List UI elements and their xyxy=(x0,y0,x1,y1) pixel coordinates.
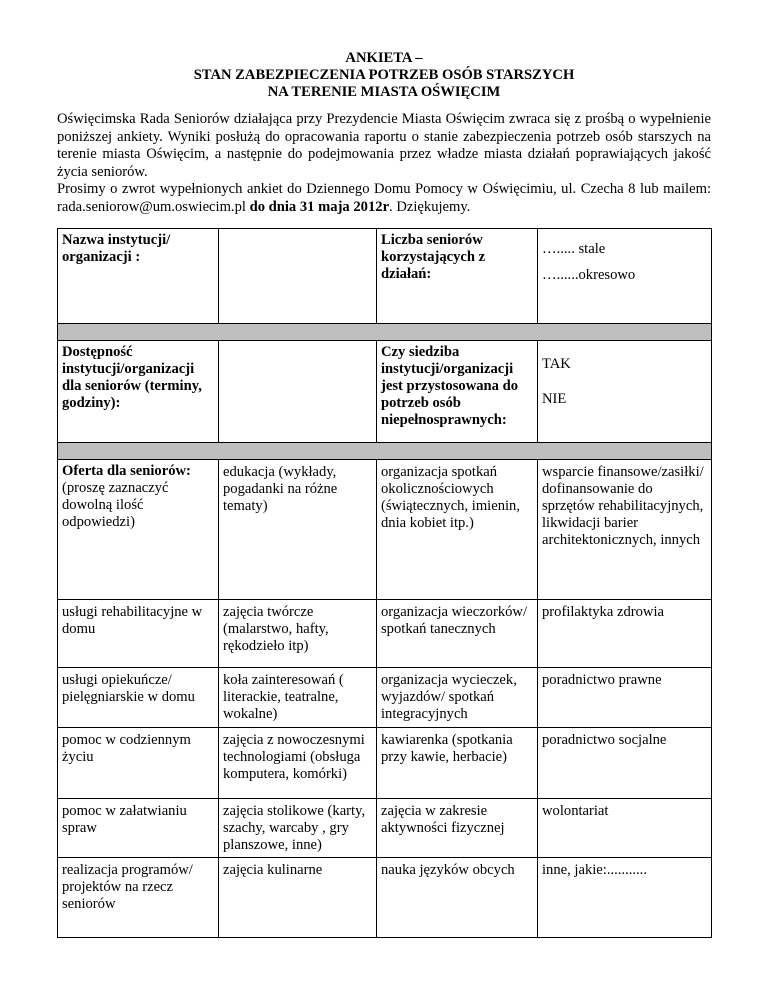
accessibility-question: Czy siedziba instytucji/organizacji jest przystosowana do potrzeb osób niepełnosprawnych: xyxy=(377,341,538,443)
offer-option-label: koła zainteresowań ( literackie, teatralne, wokalne) xyxy=(223,672,344,722)
offer-option[interactable] xyxy=(377,858,538,938)
offer-option-label: zajęcia z nowoczesnymi technologiami (obsługa komputera, komórki) xyxy=(223,732,365,782)
offer-label-cell xyxy=(58,460,219,600)
title-line-3: NA TERENIE MIASTA OŚWIĘCIM xyxy=(267,84,501,100)
intro-deadline: do dnia 31 maja 2012 xyxy=(249,198,383,215)
institution-name-label: Nazwa instytucji/ organizacji : xyxy=(58,229,219,324)
offer-row xyxy=(58,460,712,600)
offer-label: Oferta dla seniorów: xyxy=(62,463,191,479)
offer-option-label: wolontariat xyxy=(542,803,609,819)
offer-option[interactable] xyxy=(538,858,712,938)
offer-row xyxy=(58,600,712,668)
offer-option-label: nauka języków obcych xyxy=(381,862,515,878)
title-line-1: ANKIETA – xyxy=(345,50,423,66)
offer-option-label: organizacja wycieczek, wyjazdów/ spotkań integracyjnych xyxy=(381,672,517,722)
intro-paragraph-1: Oświęcimska Rada Seniorów działająca przy Prezydencie Miasta Oświęcim zwraca się z prośbą o wypełnienie poniższej ankiety. Wyniki posłużą do opracowania raportu o stanie zabezpieczenia potrzeb osób starszych na terenie miasta Oświęcim, a następnie do podejmowania przez władze miasta działań poprawiających jakość życia seniorów. xyxy=(57,111,711,180)
offer-option-label: zajęcia w zakresie aktywności fizycznej xyxy=(381,803,505,836)
availability-field[interactable] xyxy=(219,341,377,443)
offer-option-label: kawiarenka (spotkania przy kawie, herbacie) xyxy=(381,732,513,765)
offer-option-label: poradnictwo prawne xyxy=(542,672,662,688)
offer-option[interactable] xyxy=(538,799,712,858)
offer-option[interactable] xyxy=(58,668,219,728)
offer-option[interactable] xyxy=(219,600,377,668)
offer-option-label: poradnictwo socjalne xyxy=(542,732,667,748)
availability-label: Dostępność instytucji/organizacji dla seniorów (terminy, godziny): xyxy=(58,341,219,443)
survey-table xyxy=(57,228,712,938)
offer-option-label: zajęcia stolikowe (karty, szachy, warcaby , gry planszowe, inne) xyxy=(223,803,366,853)
offer-option[interactable] xyxy=(377,460,538,600)
offer-option-label: wsparcie finansowe/zasiłki/ dofinansowanie do sprzętów rehabilitacyjnych, likwidacji barier architektonicznych, innych xyxy=(542,464,704,548)
offer-row xyxy=(58,668,712,728)
accessibility-yes-option[interactable] xyxy=(542,355,707,373)
offer-option[interactable] xyxy=(377,600,538,668)
institution-name-field[interactable] xyxy=(219,229,377,324)
offer-option[interactable] xyxy=(377,728,538,799)
intro-p2-start: Prosimy o zwrot wypełnionych ankiet do Dziennego Domu Pomocy w Oświęcimiu, ul. Czecha 8 lub mailem: rada.seniorow@um.oswiecim.pl xyxy=(57,181,711,215)
offer-option[interactable] xyxy=(538,600,712,668)
intro-paragraph-2 xyxy=(57,181,711,216)
offer-option[interactable] xyxy=(219,728,377,799)
seniors-periodic[interactable]: …......okresowo xyxy=(542,267,636,283)
offer-option-label: organizacja spotkań okolicznościowych (świątecznych, imienin, dnia kobiet itp.) xyxy=(381,464,520,531)
separator-2 xyxy=(58,443,712,460)
offer-option[interactable] xyxy=(377,799,538,858)
intro-text xyxy=(57,111,711,217)
offer-option[interactable] xyxy=(538,460,712,600)
accessibility-no-option[interactable] xyxy=(542,390,707,408)
no-label: NIE xyxy=(542,391,567,407)
offer-option-label: usługi rehabilitacyjne w domu xyxy=(62,604,203,637)
offer-option-label: realizacja programów/ projektów na rzecz seniorów xyxy=(62,862,193,912)
offer-hint: (proszę zaznaczyć dowolną ilość odpowiedzi) xyxy=(62,480,169,530)
offer-option-label: zajęcia kulinarne xyxy=(223,862,323,878)
intro-deadline-r: r xyxy=(382,198,390,215)
offer-option-label: usługi opiekuńcze/ pielęgniarskie w domu xyxy=(62,672,195,705)
seniors-count-label: Liczba seniorów korzystających z działań: xyxy=(377,229,538,324)
offer-option[interactable] xyxy=(58,728,219,799)
seniors-count-field[interactable] xyxy=(538,229,712,324)
offer-option[interactable] xyxy=(219,460,377,600)
offer-row xyxy=(58,858,712,938)
form-title xyxy=(0,50,768,101)
offer-option[interactable] xyxy=(219,799,377,858)
offer-row xyxy=(58,728,712,799)
offer-option-label: pomoc w codziennym życiu xyxy=(62,732,191,765)
separator-1 xyxy=(58,324,712,341)
offer-option-label: organizacja wieczorków/ spotkań tanecznych xyxy=(381,604,528,637)
seniors-permanent[interactable]: …..... stale xyxy=(542,241,606,257)
title-line-2: STAN ZABEZPIECZENIA POTRZEB OSÓB STARSZYCH xyxy=(193,67,575,83)
offer-option[interactable] xyxy=(538,728,712,799)
institution-row xyxy=(58,229,712,324)
availability-row xyxy=(58,341,712,443)
offer-option[interactable] xyxy=(219,858,377,938)
offer-option[interactable] xyxy=(58,600,219,668)
offer-option[interactable] xyxy=(538,668,712,728)
offer-option-label: profilaktyka zdrowia xyxy=(542,604,664,620)
offer-option-label: inne, jakie:........... xyxy=(542,862,647,878)
offer-option-label: edukacja (wykłady, pogadanki na różne tematy) xyxy=(223,464,338,514)
yes-label: TAK xyxy=(542,356,571,372)
offer-option[interactable] xyxy=(377,668,538,728)
offer-option[interactable] xyxy=(58,858,219,938)
offer-option[interactable] xyxy=(219,668,377,728)
offer-row xyxy=(58,799,712,858)
offer-option-label: zajęcia twórcze (malarstwo, hafty, rękodzieło itp) xyxy=(223,604,329,654)
offer-option-label: pomoc w załatwianiu spraw xyxy=(62,803,187,836)
offer-option[interactable] xyxy=(58,799,219,858)
intro-p2-end: . Dziękujemy. xyxy=(389,198,471,215)
accessibility-options xyxy=(538,341,712,443)
